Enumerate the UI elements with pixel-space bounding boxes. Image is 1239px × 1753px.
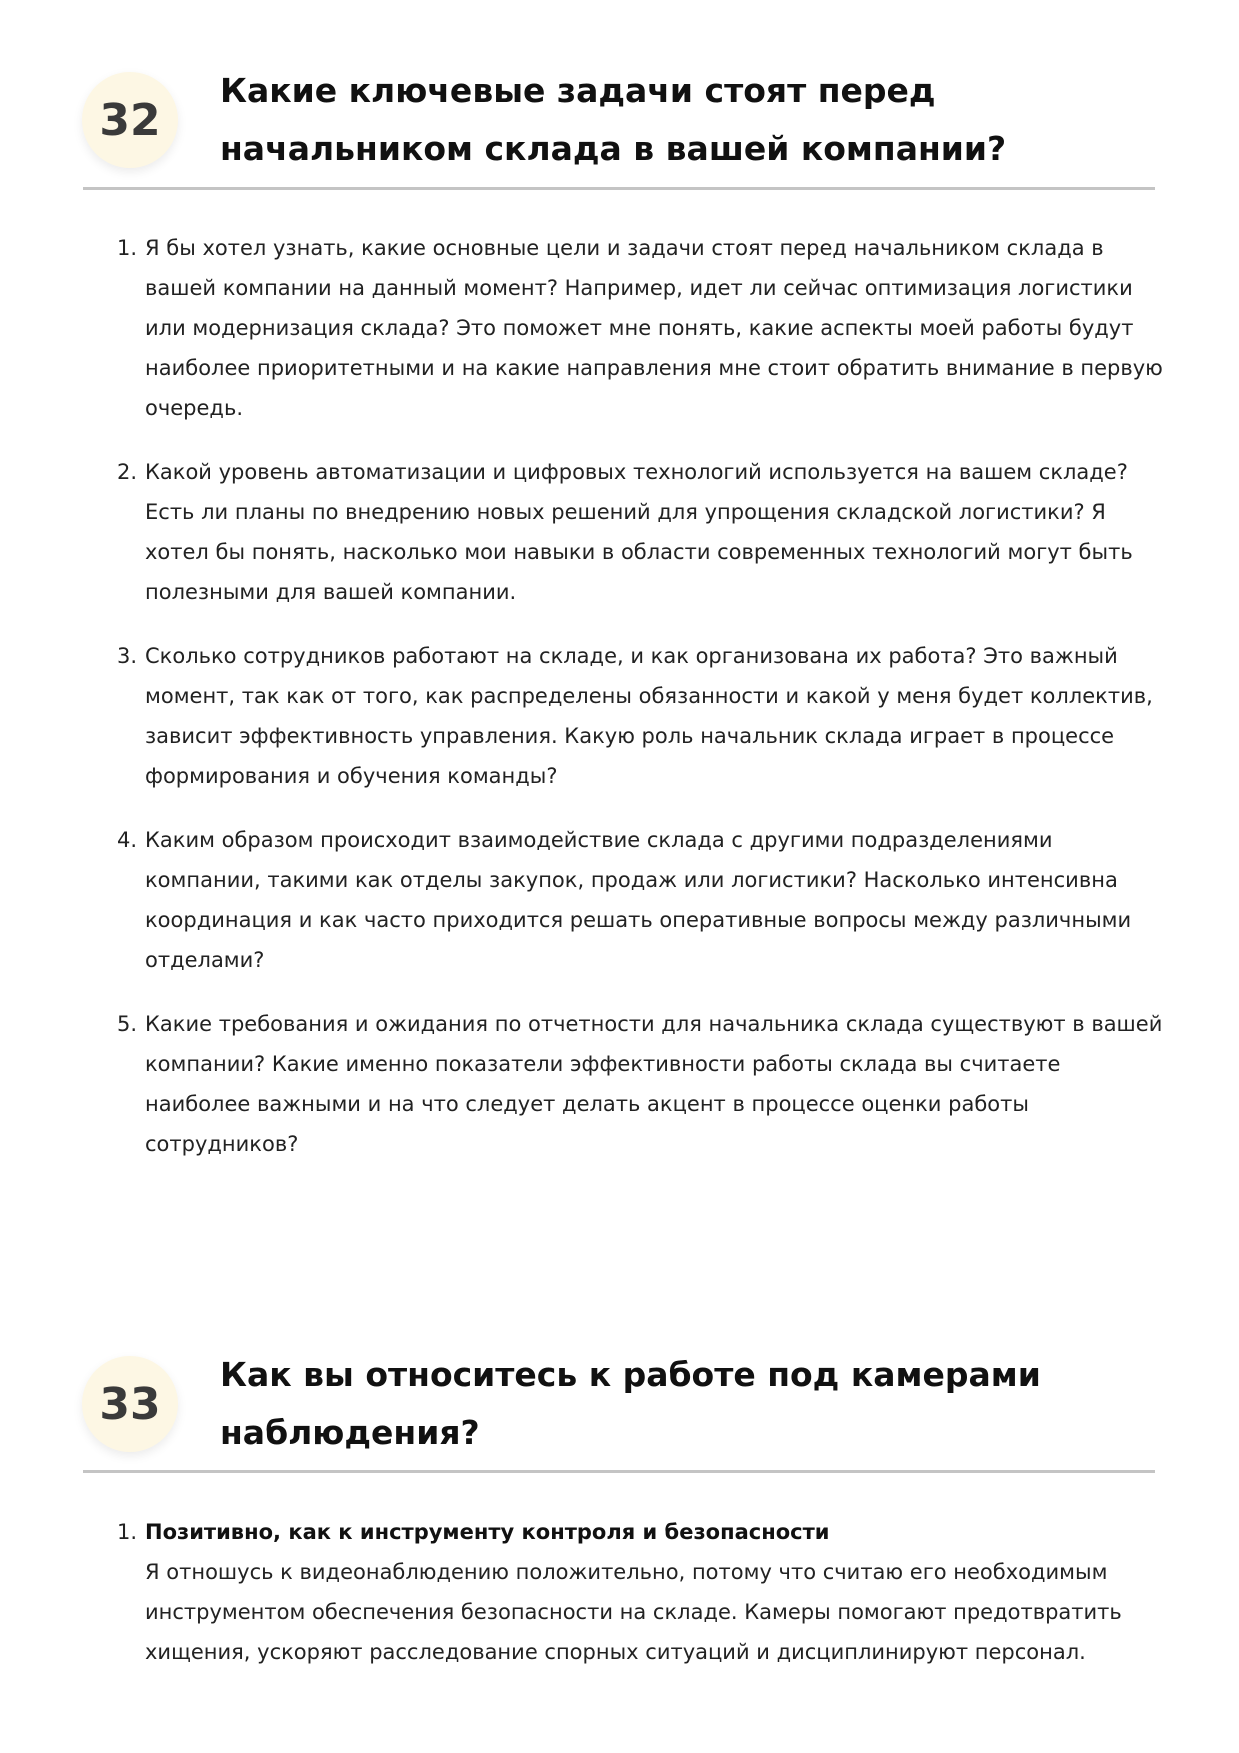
question-number-badge: 33: [82, 1356, 178, 1452]
item-text: Я отношусь к видеонаблюдению положительно, потому что считаю его необходимым инструментом обеспечения безопасности на складе. Камеры помогают предотвратить хищения, ускоряют расследование спорных ситуаций и дисциплинируют персонал.: [145, 1560, 1122, 1664]
answer-list: [117, 1512, 1165, 1696]
question-number-badge: 32: [82, 72, 178, 168]
item-text: Какие требования и ожидания по отчетности для начальника склада существуют в вашей компании? Какие именно показатели эффективности работы склада вы считаете наиболее важными и на что следует делать акцент в процессе оценки работы сотрудников?: [145, 1012, 1163, 1156]
question-title: Какие ключевые задачи стоят перед начальником склада в вашей компании?: [220, 71, 1007, 168]
list-item: [117, 1004, 1165, 1164]
item-number: 3.: [117, 644, 138, 668]
answer-list: [117, 228, 1165, 1188]
item-number: 4.: [117, 828, 138, 852]
list-item: [117, 1512, 1165, 1672]
item-heading: Позитивно, как к инструменту контроля и безопасности: [145, 1520, 830, 1544]
item-text: Какой уровень автоматизации и цифровых технологий используется на вашем складе? Есть ли планы по внедрению новых решений для упрощения складской логистики? Я хотел бы понять, насколько мои навыки в области современных технологий могут быть полезными для вашей компании.: [145, 460, 1133, 604]
divider: [83, 187, 1155, 190]
list-item: [117, 452, 1165, 612]
divider: [83, 1470, 1155, 1473]
item-number: 5.: [117, 1012, 138, 1036]
item-number: 1.: [117, 236, 138, 260]
item-number: 1.: [117, 1520, 138, 1544]
item-text: Сколько сотрудников работают на складе, и как организована их работа? Это важный момент, так как от того, как распределены обязанности и какой у меня будет коллектив, зависит эффективность управления. Какую роль начальник склада играет в процессе формирования и обучения команды?: [145, 644, 1153, 788]
item-text: Я бы хотел узнать, какие основные цели и задачи стоят перед начальником склада в вашей компании на данный момент? Например, идет ли сейчас оптимизация логистики или модернизация склада? Это поможет мне понять, какие аспекты моей работы будут наиболее приоритетными и на какие направления мне стоит обратить внимание в первую очередь.: [145, 236, 1163, 420]
list-item: [117, 228, 1165, 428]
item-number: 2.: [117, 460, 138, 484]
list-item: [117, 636, 1165, 796]
question-title: Как вы относитесь к работе под камерами наблюдения?: [220, 1355, 1041, 1452]
list-item: [117, 820, 1165, 980]
item-text: Каким образом происходит взаимодействие склада с другими подразделениями компании, такими как отделы закупок, продаж или логистики? Насколько интенсивна координация и как часто приходится решать оперативные вопросы между различными отделами?: [145, 828, 1132, 972]
